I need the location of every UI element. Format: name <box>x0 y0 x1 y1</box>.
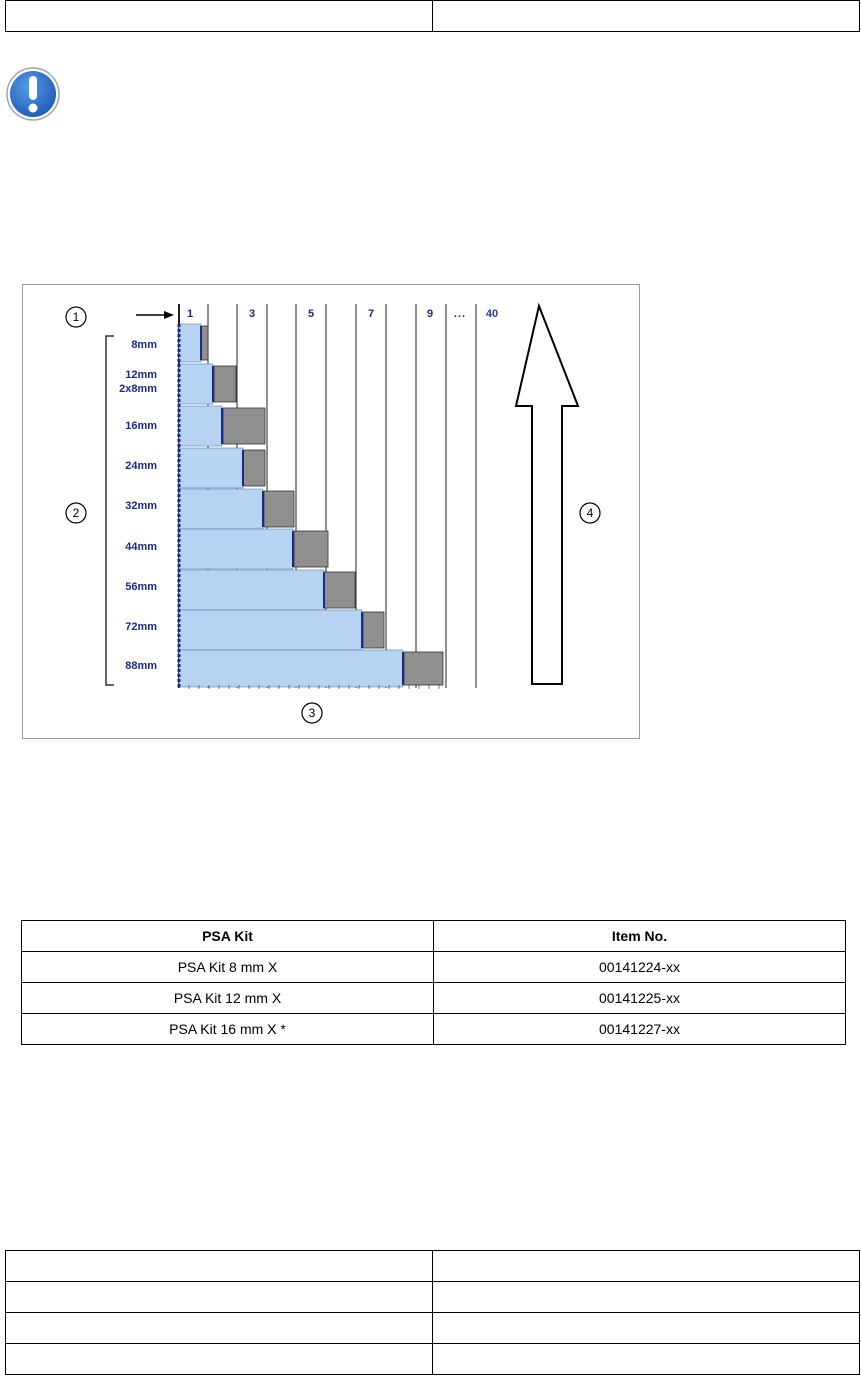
spacer-block <box>179 489 263 529</box>
table-row <box>6 1313 860 1344</box>
spacer-block <box>179 610 362 650</box>
grey-block <box>201 326 208 360</box>
spacer-block <box>179 570 324 610</box>
table-cell <box>6 1251 433 1282</box>
column-label: 7 <box>367 308 375 320</box>
table-row <box>6 1344 860 1375</box>
column-label: 3 <box>248 308 256 320</box>
callout-number: 2 <box>72 506 80 520</box>
callout-number: 1 <box>72 310 80 324</box>
table-cell: 00141225-xx <box>434 983 846 1014</box>
table-row <box>22 952 846 983</box>
spacer-block <box>179 448 243 488</box>
grey-block <box>363 612 384 648</box>
table-cell <box>433 1251 860 1282</box>
callout-number: 3 <box>308 706 316 720</box>
table-cell: PSA Kit 8 mm X <box>22 952 434 983</box>
table-row <box>6 1282 860 1313</box>
row-label: 24mm <box>125 460 157 472</box>
row-label: 44mm <box>125 541 157 553</box>
table-header-row <box>22 921 846 952</box>
table-cell <box>433 1344 860 1375</box>
row-label: 16mm <box>125 420 157 432</box>
psa-kit-table <box>21 920 846 1045</box>
row-label: 72mm <box>125 621 157 633</box>
callout-number: 4 <box>586 506 594 520</box>
top-table <box>5 0 860 32</box>
table-cell: 00141224-xx <box>434 952 846 983</box>
table-row <box>6 1 860 32</box>
grey-block <box>214 366 236 402</box>
row-label: 32mm <box>125 500 157 512</box>
column-label: 40 <box>485 308 499 320</box>
table-cell <box>6 1 433 32</box>
spacer-block <box>179 650 403 687</box>
grey-block <box>243 450 265 486</box>
table-cell <box>433 1 860 32</box>
row-label: 56mm <box>125 581 157 593</box>
bottom-table <box>5 1250 860 1375</box>
grey-block <box>294 531 328 567</box>
column-label: 1 <box>186 308 194 320</box>
grey-block <box>223 408 265 444</box>
table-cell: PSA Kit 12 mm X <box>22 983 434 1014</box>
table-cell: PSA Kit 16 mm X * <box>22 1014 434 1045</box>
row-label: 88mm <box>125 660 157 672</box>
spacer-block <box>179 529 293 569</box>
table-row <box>6 1251 860 1282</box>
table-row <box>22 1014 846 1045</box>
row-label: 8mm <box>131 339 157 351</box>
row-label: 12mm <box>125 369 157 381</box>
table-row <box>22 983 846 1014</box>
column-label: ... <box>453 308 467 320</box>
table-cell <box>6 1344 433 1375</box>
grey-block <box>324 572 355 608</box>
table-cell <box>433 1282 860 1313</box>
grey-block <box>404 652 443 685</box>
grey-block <box>264 491 294 527</box>
column-header: PSA Kit <box>22 921 434 952</box>
column-label: 9 <box>426 308 434 320</box>
table-cell: 00141227-xx <box>434 1014 846 1045</box>
stack-diagram <box>22 284 640 739</box>
table-cell <box>6 1282 433 1313</box>
spacer-block <box>179 406 222 446</box>
spacer-block <box>179 324 201 362</box>
table-cell <box>433 1313 860 1344</box>
table-cell <box>6 1313 433 1344</box>
column-label: 5 <box>307 308 315 320</box>
spacer-block <box>179 364 213 404</box>
exclamation-icon <box>5 66 61 122</box>
row-label: 2x8mm <box>119 383 157 395</box>
column-header: Item No. <box>434 921 846 952</box>
